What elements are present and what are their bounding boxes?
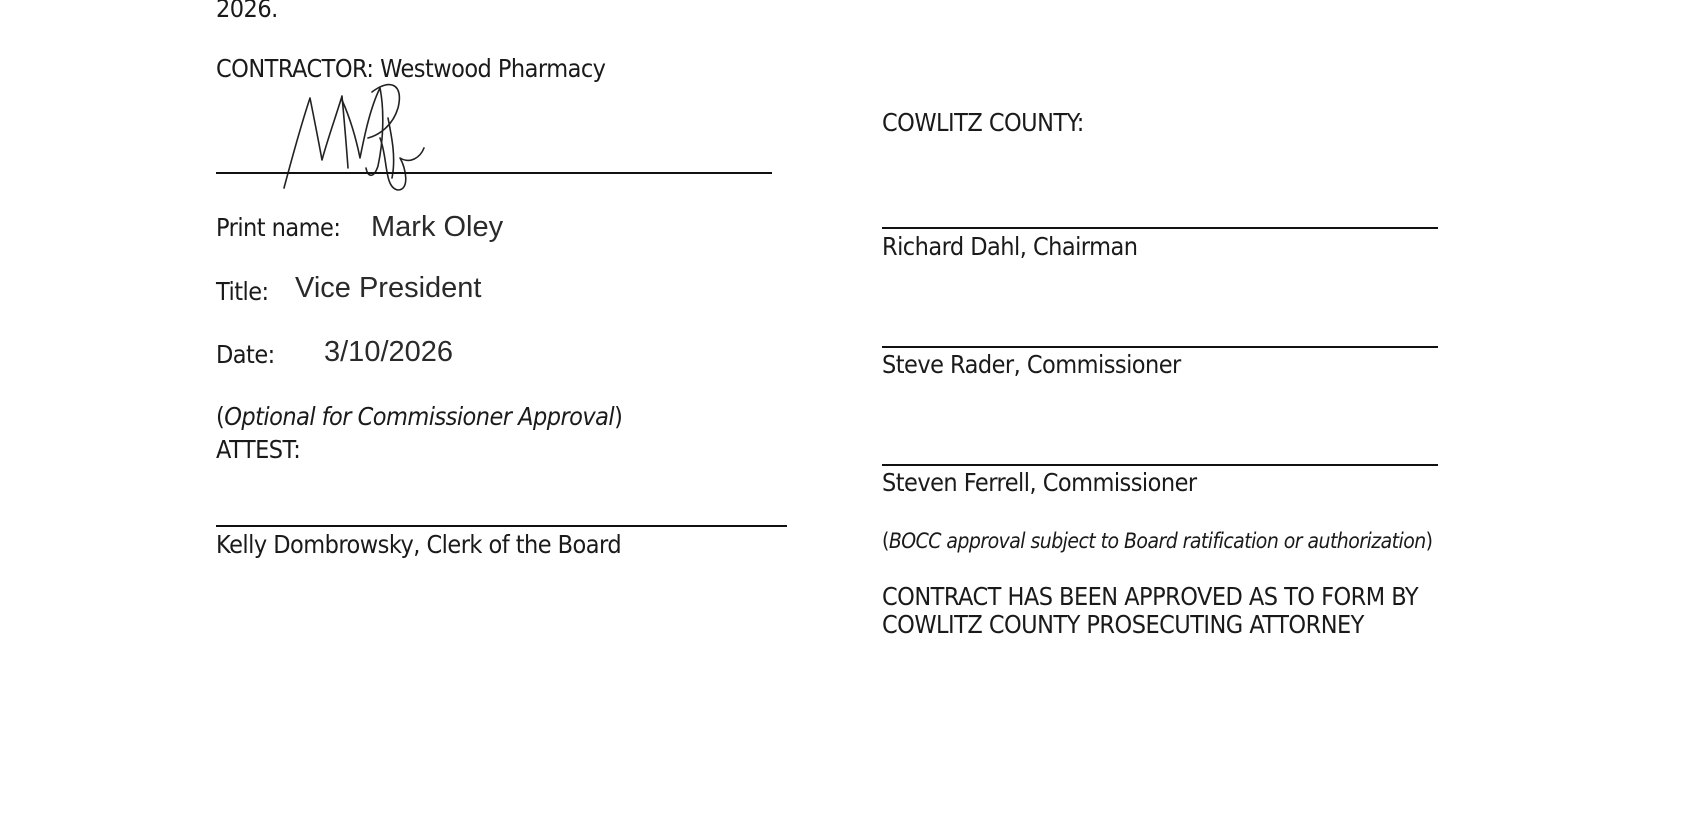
- contractor-heading: CONTRACTOR: Westwood Pharmacy: [216, 54, 606, 83]
- title-label: Title:: [216, 277, 269, 306]
- date-label: Date:: [216, 340, 275, 369]
- attest-signature-line: [216, 525, 787, 527]
- chairman-signature-line: [882, 227, 1438, 229]
- prosecutor-approval-line2: COWLITZ COUNTY PROSECUTING ATTORNEY: [882, 610, 1364, 639]
- contractor-signature-image: [280, 78, 450, 194]
- optional-approval-note: [216, 402, 622, 431]
- county-heading: COWLITZ COUNTY:: [882, 108, 1084, 137]
- optional-note-open-paren: (: [216, 402, 225, 431]
- clerk-name: Kelly Dombrowsky, Clerk of the Board: [216, 530, 622, 559]
- commissioner-rader-signature-line: [882, 346, 1438, 348]
- attest-label: ATTEST:: [216, 435, 301, 464]
- date-value: 3/10/2026: [324, 336, 454, 368]
- bocc-note-open-paren: (: [882, 529, 889, 553]
- title-value: Vice President: [295, 272, 482, 304]
- print-name-label: Print name:: [216, 213, 341, 242]
- chairman-name: Richard Dahl, Chairman: [882, 232, 1138, 261]
- contractor-signature-line: [216, 172, 772, 174]
- bocc-note-close-paren: ): [1425, 529, 1433, 553]
- commissioner-ferrell-name: Steven Ferrell, Commissioner: [882, 468, 1197, 497]
- commissioner-rader-name: Steve Rader, Commissioner: [882, 350, 1181, 379]
- prosecutor-approval-line1: CONTRACT HAS BEEN APPROVED AS TO FORM BY: [882, 582, 1419, 611]
- bocc-note-text: BOCC approval subject to Board ratification or authorization: [888, 529, 1426, 553]
- print-name-value: Mark Oley: [371, 211, 504, 243]
- bocc-approval-note: [882, 529, 1433, 553]
- commissioner-ferrell-signature-line: [882, 464, 1438, 466]
- optional-note-close-paren: ): [614, 402, 623, 431]
- previous-page-fragment: 2026.: [216, 0, 278, 23]
- optional-note-text: Optional for Commissioner Approval: [224, 402, 615, 431]
